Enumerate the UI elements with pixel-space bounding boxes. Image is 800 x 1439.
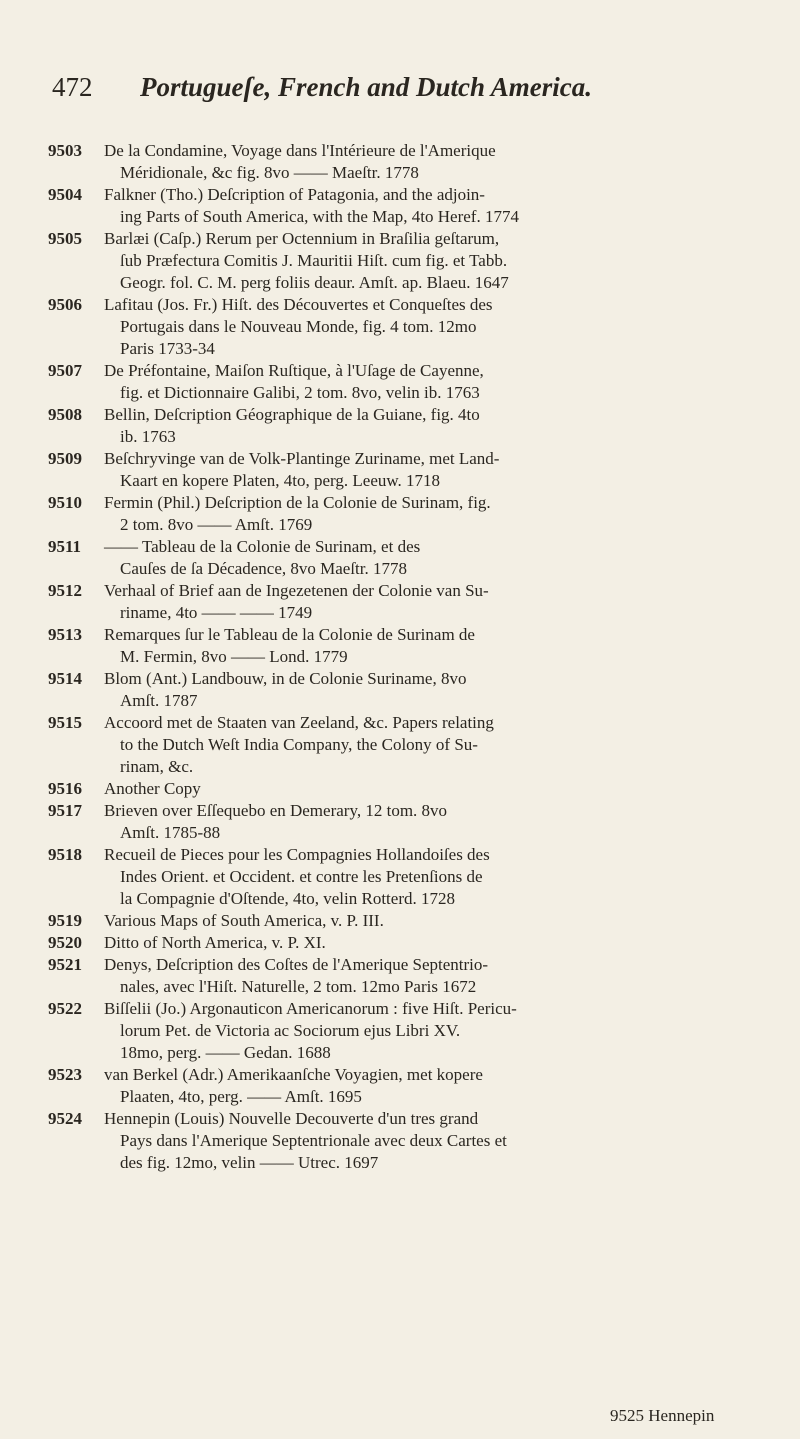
- entry-line: Pays dans l'Amerique Septentrionale avec deux Cartes et: [120, 1131, 507, 1150]
- entry-text: [104, 778, 778, 800]
- entry-number: 9508: [48, 405, 82, 424]
- entry-text: [104, 448, 778, 492]
- entry-number: 9524: [48, 1109, 82, 1128]
- entry-text: [104, 294, 778, 360]
- entry-text: [104, 492, 778, 536]
- entry-line: 18mo, perg. —— Gedan. 1688: [120, 1043, 331, 1062]
- entry-line: ſub Præfectura Comitis J. Mauritii Hiſt. cum fig. et Tabb.: [120, 251, 508, 270]
- entry-line: Portugais dans le Nouveau Monde, fig. 4 tom. 12mo: [120, 317, 477, 336]
- entry-line: Lafitau (Jos. Fr.) Hiſt. des Découvertes et Conqueſtes des: [104, 295, 493, 314]
- entry-line: Méridionale, &c fig. 8vo —— Maeſtr. 1778: [120, 163, 419, 182]
- entry-number: 9519: [48, 911, 82, 930]
- entry-line: Bellin, Deſcription Géographique de la Guiane, fig. 4to: [104, 405, 480, 424]
- entry-line: Barlæi (Caſp.) Rerum per Octennium in Braſilia geſtarum,: [104, 229, 500, 248]
- entry-line: ib. 1763: [120, 427, 176, 446]
- catalogue-entries: [48, 140, 778, 1174]
- catalogue-entry: [48, 624, 778, 668]
- entry-line: lorum Pet. de Victoria ac Sociorum ejus Libri XV.: [120, 1021, 461, 1040]
- entry-line: Fermin (Phil.) Deſcription de la Colonie de Surinam, fig.: [104, 493, 491, 512]
- entry-number: 9505: [48, 229, 82, 248]
- entry-number: 9509: [48, 449, 82, 468]
- entry-text: [104, 712, 778, 778]
- entry-text: [104, 800, 778, 844]
- entry-line: nales, avec l'Hiſt. Naturelle, 2 tom. 12mo Paris 1672: [120, 977, 477, 996]
- entry-number: 9517: [48, 801, 82, 820]
- entry-line: Accoord met de Staaten van Zeeland, &c. Papers relating: [104, 713, 494, 732]
- entry-number: 9503: [48, 141, 82, 160]
- entry-line: De Préfontaine, Maiſon Ruſtique, à l'Uſage de Cayenne,: [104, 361, 484, 380]
- entry-line: Remarques ſur le Tableau de la Colonie de Surinam de: [104, 625, 475, 644]
- entry-line: Brieven over Eſſequebo en Demerary, 12 tom. 8vo: [104, 801, 448, 820]
- entry-text: [104, 624, 778, 668]
- entry-text: [104, 998, 778, 1064]
- entry-text: [104, 954, 778, 998]
- entry-line: fig. et Dictionnaire Galibi, 2 tom. 8vo, velin ib. 1763: [120, 383, 480, 402]
- catalogue-entry: [48, 1064, 778, 1108]
- entry-text: [104, 140, 778, 184]
- entry-line: —— Tableau de la Colonie de Surinam, et des: [104, 537, 421, 556]
- catalogue-entry: [48, 580, 778, 624]
- entry-number: 9513: [48, 625, 82, 644]
- entry-line: De la Condamine, Voyage dans l'Intérieure de l'Amerique: [104, 141, 496, 160]
- entry-number: 9507: [48, 361, 82, 380]
- entry-text: [104, 404, 778, 448]
- entry-text: [104, 932, 778, 954]
- entry-line: Plaaten, 4to, perg. —— Amſt. 1695: [120, 1087, 362, 1106]
- entry-text: [104, 536, 778, 580]
- entry-line: Amſt. 1785-88: [120, 823, 221, 842]
- entry-line: Geogr. fol. C. M. perg foliis deaur. Amſt. ap. Blaeu. 1647: [120, 273, 509, 292]
- catchword: 9525 Hennepin: [610, 1406, 715, 1425]
- entry-line: riname, 4to —— —— 1749: [120, 603, 313, 622]
- catalogue-entry: [48, 954, 778, 998]
- entry-line: 2 tom. 8vo —— Amſt. 1769: [120, 515, 313, 534]
- entry-number: 9506: [48, 295, 82, 314]
- catalogue-entry: [48, 184, 778, 228]
- catalogue-entry: [48, 910, 778, 932]
- running-head: Portugueſe, French and Dutch America.: [140, 72, 593, 102]
- entry-line: Kaart en kopere Platen, 4to, perg. Leeuw. 1718: [120, 471, 441, 490]
- entry-text: [104, 1108, 778, 1174]
- catalogue-entry: [48, 1108, 778, 1174]
- entry-number: 9515: [48, 713, 82, 732]
- entry-line: des fig. 12mo, velin —— Utrec. 1697: [120, 1153, 379, 1172]
- entry-line: Hennepin (Louis) Nouvelle Decouverte d'un tres grand: [104, 1109, 479, 1128]
- entry-line: Biſſelii (Jo.) Argonauticon Americanorum : five Hiſt. Pericu-: [104, 999, 517, 1018]
- entry-line: Another Copy: [104, 779, 201, 798]
- catalogue-entry: [48, 800, 778, 844]
- catalogue-entry: [48, 712, 778, 778]
- catalogue-entry: [48, 536, 778, 580]
- entry-line: la Compagnie d'Oſtende, 4to, velin Rotterd. 1728: [120, 889, 455, 908]
- entry-text: [104, 360, 778, 404]
- entry-line: Recueil de Pieces pour les Compagnies Hollandoiſes des: [104, 845, 490, 864]
- catalogue-entry: [48, 404, 778, 448]
- entry-line: van Berkel (Adr.) Amerikaanſche Voyagien, met kopere: [104, 1065, 483, 1084]
- entry-number: 9518: [48, 845, 82, 864]
- entry-number: 9522: [48, 999, 82, 1018]
- catalogue-entry: [48, 668, 778, 712]
- entry-number: 9523: [48, 1065, 82, 1084]
- entry-number: 9520: [48, 933, 82, 952]
- entry-line: Ditto of North America, v. P. XI.: [104, 933, 326, 952]
- entry-number: 9521: [48, 955, 82, 974]
- catalogue-entry: [48, 140, 778, 184]
- entry-text: [104, 228, 778, 294]
- entry-number: 9510: [48, 493, 82, 512]
- catalogue-entry: [48, 778, 778, 800]
- catalogue-entry: [48, 228, 778, 294]
- entry-line: Falkner (Tho.) Deſcription of Patagonia, and the adjoin-: [104, 185, 485, 204]
- entry-line: Various Maps of South America, v. P. III.: [104, 911, 384, 930]
- entry-line: Beſchryvinge van de Volk-Plantinge Zuriname, met Land-: [104, 449, 500, 468]
- catalogue-entry: [48, 360, 778, 404]
- entry-line: Indes Orient. et Occident. et contre les Pretenſions de: [120, 867, 483, 886]
- catalogue-entry: [48, 932, 778, 954]
- catalogue-entry: [48, 844, 778, 910]
- page-header: [52, 72, 752, 112]
- page-number: 472: [52, 72, 93, 102]
- catalogue-entry: [48, 448, 778, 492]
- entry-text: [104, 1064, 778, 1108]
- entry-number: 9514: [48, 669, 82, 688]
- entry-line: Blom (Ant.) Landbouw, in de Colonie Suriname, 8vo: [104, 669, 467, 688]
- entry-line: Verhaal of Brief aan de Ingezetenen der Colonie van Su-: [104, 581, 489, 600]
- entry-line: Denys, Deſcription des Coſtes de l'Amerique Septentrio-: [104, 955, 489, 974]
- entry-line: to the Dutch Weſt India Company, the Colony of Su-: [120, 735, 478, 754]
- entry-number: 9511: [48, 537, 82, 556]
- entry-text: [104, 844, 778, 910]
- entry-line: Cauſes de ſa Décadence, 8vo Maeſtr. 1778: [120, 559, 408, 578]
- entry-line: ing Parts of South America, with the Map, 4to Heref. 1774: [120, 207, 519, 226]
- catalogue-entry: [48, 998, 778, 1064]
- catalogue-entry: [48, 492, 778, 536]
- catalogue-entry: [48, 294, 778, 360]
- entry-text: [104, 184, 778, 228]
- entry-text: [104, 580, 778, 624]
- entry-line: rinam, &c.: [120, 757, 194, 776]
- entry-line: Paris 1733-34: [120, 339, 215, 358]
- entry-line: M. Fermin, 8vo —— Lond. 1779: [120, 647, 348, 666]
- entry-number: 9504: [48, 185, 82, 204]
- entry-text: [104, 668, 778, 712]
- entry-line: Amſt. 1787: [120, 691, 198, 710]
- entry-number: 9512: [48, 581, 82, 600]
- entry-text: [104, 910, 778, 932]
- entry-number: 9516: [48, 779, 82, 798]
